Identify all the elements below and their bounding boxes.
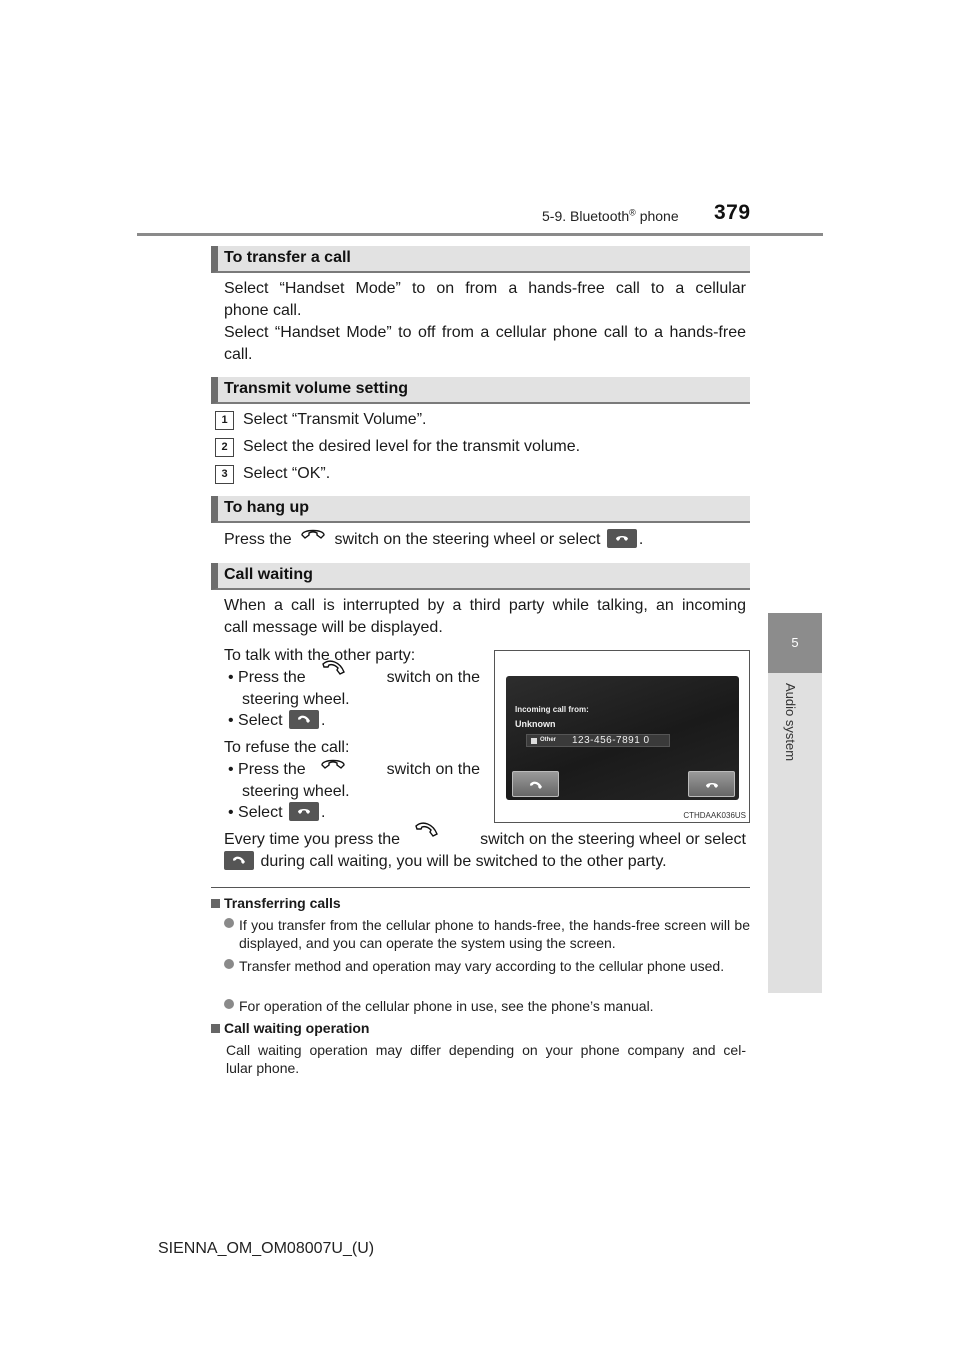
document-footer: SIENNA_OM_OM08007U_(U) <box>158 1240 375 1257</box>
hang-up-switch-icon <box>320 756 346 779</box>
step-text-1: Select “Transmit Volume”. <box>243 411 427 428</box>
refuse-label: To refuse the call: <box>224 739 350 756</box>
every-line-1: Every time you press the switch on the steering wheel or select <box>224 829 746 851</box>
step-number-2: 2 <box>215 438 234 457</box>
number-type-icon <box>531 738 537 744</box>
screen-answer-button[interactable] <box>512 771 559 797</box>
note-item-2: Transfer method and operation may vary according to the cellular phone used. <box>224 957 750 975</box>
hang-up-button-icon <box>607 529 637 548</box>
answer-button-icon <box>224 851 254 870</box>
step-number-1: 1 <box>215 411 234 430</box>
every-line-2: during call waiting, you will be switched to the other party. <box>224 851 667 873</box>
header-divider <box>137 233 823 236</box>
refuse-bullet-2: • Select . <box>228 802 325 824</box>
waiting-intro-line-2: call message will be displayed. <box>224 619 443 636</box>
transfer-line-4: call. <box>224 346 253 363</box>
section-title: 5-9. Bluetooth® phone <box>542 207 679 224</box>
number-type-label: Other <box>540 737 557 743</box>
caller-name: Unknown <box>515 719 556 729</box>
section-header-transfer: To transfer a call <box>211 246 750 273</box>
talk-bullet-1: • Press the switch on the <box>228 667 480 689</box>
section-header-transmit: Transmit volume setting <box>211 377 750 404</box>
pick-up-switch-icon <box>413 820 439 849</box>
square-bullet-icon <box>211 1024 220 1033</box>
incoming-call-screen-illustration <box>494 650 750 823</box>
hangup-text: Press the switch on the steering wheel or select . <box>224 529 643 551</box>
section-header-hangup: To hang up <box>211 496 750 523</box>
pick-up-switch-icon <box>320 658 346 687</box>
note-heading-transferring: Transferring calls <box>211 895 341 911</box>
caller-number-bar <box>526 734 670 747</box>
step-text-2: Select the desired level for the transmit volume. <box>243 438 581 455</box>
circle-bullet-icon <box>224 999 234 1009</box>
note-item-1: If you transfer from the cellular phone to hands-free, the hands-free screen will be displayed, and you can operate the system using the screen. <box>224 916 750 952</box>
answer-icon <box>529 780 543 790</box>
hang-up-icon <box>705 780 719 790</box>
note-item-3: For operation of the cellular phone in use, see the phone’s manual. <box>224 997 750 1015</box>
transfer-line-3: Select “Handset Mode” to off from a cellular phone call to a hands-free <box>224 324 746 341</box>
circle-bullet-icon <box>224 918 234 928</box>
notes-divider <box>211 887 750 888</box>
answer-button-icon <box>289 710 319 729</box>
display-screen <box>506 676 739 800</box>
refuse-bullet-1-cont: steering wheel. <box>242 783 350 800</box>
talk-bullet-2: • Select . <box>228 710 325 732</box>
transfer-line-1: Select “Handset Mode” to on from a hands-free call to a cellular <box>224 280 746 297</box>
step-text-3: Select “OK”. <box>243 465 331 482</box>
step-number-3: 3 <box>215 465 234 484</box>
hang-up-switch-icon <box>300 526 326 549</box>
hang-up-button-icon <box>289 802 319 821</box>
circle-bullet-icon <box>224 959 234 969</box>
square-bullet-icon <box>211 899 220 908</box>
note-heading-waiting: Call waiting operation <box>211 1020 369 1036</box>
screen-decline-button[interactable] <box>688 771 735 797</box>
talk-label: To talk with the other party: <box>224 647 416 664</box>
incoming-call-title: Incoming call from: <box>515 705 589 714</box>
figure-code: CTHDAAK036US <box>683 811 746 820</box>
chapter-tab[interactable]: 5 <box>768 613 822 673</box>
page-number: 379 <box>714 201 751 224</box>
note-waiting-text: Call waiting operation may differ depending on your phone company and cel- lular phone. <box>226 1042 746 1076</box>
section-header-waiting: Call waiting <box>211 563 750 590</box>
chapter-label: Audio system <box>783 683 798 762</box>
refuse-bullet-1: • Press the switch on the <box>228 759 480 781</box>
talk-bullet-1-cont: steering wheel. <box>242 691 350 708</box>
caller-number: 123-456-7891 0 <box>572 735 650 746</box>
transfer-line-2: phone call. <box>224 302 302 319</box>
waiting-intro-line-1: When a call is interrupted by a third party while talking, an incoming <box>224 597 746 614</box>
